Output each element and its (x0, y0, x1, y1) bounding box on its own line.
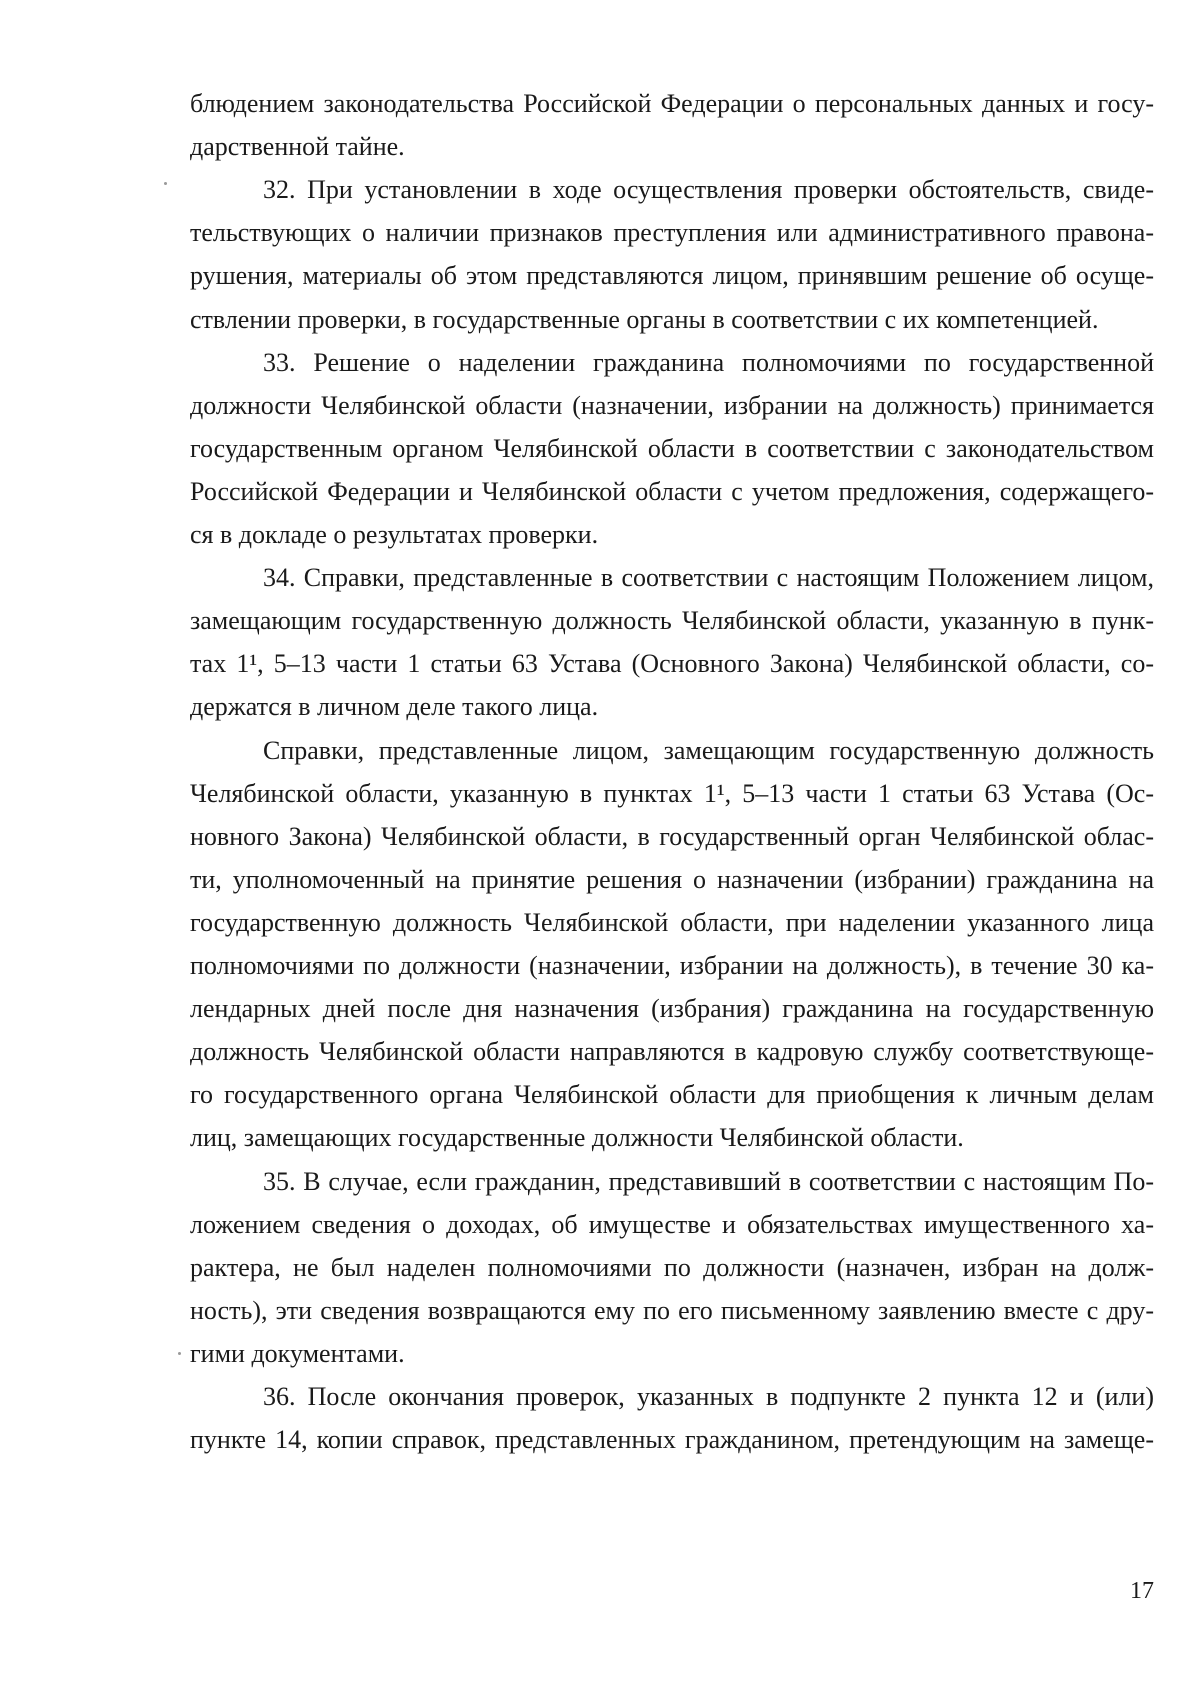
text-line: 33. Решение о наделении гражданина полномочиями по государственной (263, 348, 1154, 377)
text-line: ти, уполномоченный на принятие решения о назначении (избрании) гражданина на (190, 865, 1154, 894)
text-line: ность), эти сведения возвращаются ему по его письменному заявлению вместе с дру- (190, 1296, 1154, 1325)
text-line: Российской Федерации и Челябинской области с учетом предложения, содержащего- (190, 477, 1154, 506)
text-line: рактера, не был наделен полномочиями по должности (назначен, избран на долж- (190, 1253, 1154, 1282)
text-line: тельствующих о наличии признаков преступления или административного правона- (190, 218, 1154, 247)
text-line: государственным органом Челябинской области в соответствии с законодательством (190, 434, 1154, 463)
text-line: 32. При установлении в ходе осуществления проверки обстоятельств, свиде- (263, 175, 1154, 204)
scan-speck (164, 182, 167, 185)
text-line: должности Челябинской области (назначении, избрании на должность) принимается (190, 391, 1154, 420)
text-line: тах 1¹, 5–13 части 1 статьи 63 Устава (Основного Закона) Челябинской области, со- (190, 649, 1154, 678)
text-line: 35. В случае, если гражданин, представивший в соответствии с настоящим По- (263, 1167, 1154, 1196)
text-line: ложением сведения о доходах, об имуществе и обязательствах имущественного ха- (190, 1210, 1154, 1239)
text-line: полномочиями по должности (назначении, избрании на должность), в течение 30 ка- (190, 951, 1154, 980)
text-line: ся в докладе о результатах проверки. (190, 520, 599, 549)
text-line: Справки, представленные лицом, замещающим государственную должность (263, 736, 1154, 765)
text-line: го государственного органа Челябинской области для приобщения к личным делам (190, 1080, 1154, 1109)
text-line: рушения, материалы об этом представляются лицом, принявшим решение об осуще- (190, 261, 1154, 290)
scan-speck (178, 1352, 181, 1355)
text-line: Челябинской области, указанную в пунктах 1¹, 5–13 части 1 статьи 63 Устава (Ос- (190, 779, 1154, 808)
text-line: дарственной тайне. (190, 132, 405, 161)
text-line: 34. Справки, представленные в соответствии с настоящим Положением лицом, (263, 563, 1154, 592)
text-line: лиц, замещающих государственные должности Челябинской области. (190, 1123, 964, 1152)
text-line: держатся в личном деле такого лица. (190, 692, 599, 721)
text-line: пункте 14, копии справок, представленных гражданином, претендующим на замеще- (190, 1425, 1154, 1454)
text-line: замещающим государственную должность Челябинской области, указанную в пунк- (190, 606, 1154, 635)
text-line: новного Закона) Челябинской области, в государственный орган Челябинской облас- (190, 822, 1154, 851)
text-line: ствлении проверки, в государственные органы в соответствии с их компетенцией. (190, 305, 1099, 334)
text-line: блюдением законодательства Российской Федерации о персональных данных и госу- (190, 89, 1154, 118)
page-number: 17 (1130, 1578, 1154, 1604)
text-line: государственную должность Челябинской области, при наделении указанного лица (190, 908, 1154, 937)
text-line: гими документами. (190, 1339, 405, 1368)
text-line: 36. После окончания проверок, указанных в подпункте 2 пункта 12 и (или) (263, 1382, 1154, 1411)
text-line: лендарных дней после дня назначения (избрания) гражданина на государственную (190, 994, 1154, 1023)
text-line: должность Челябинской области направляются в кадровую службу соответствующе- (190, 1037, 1154, 1066)
